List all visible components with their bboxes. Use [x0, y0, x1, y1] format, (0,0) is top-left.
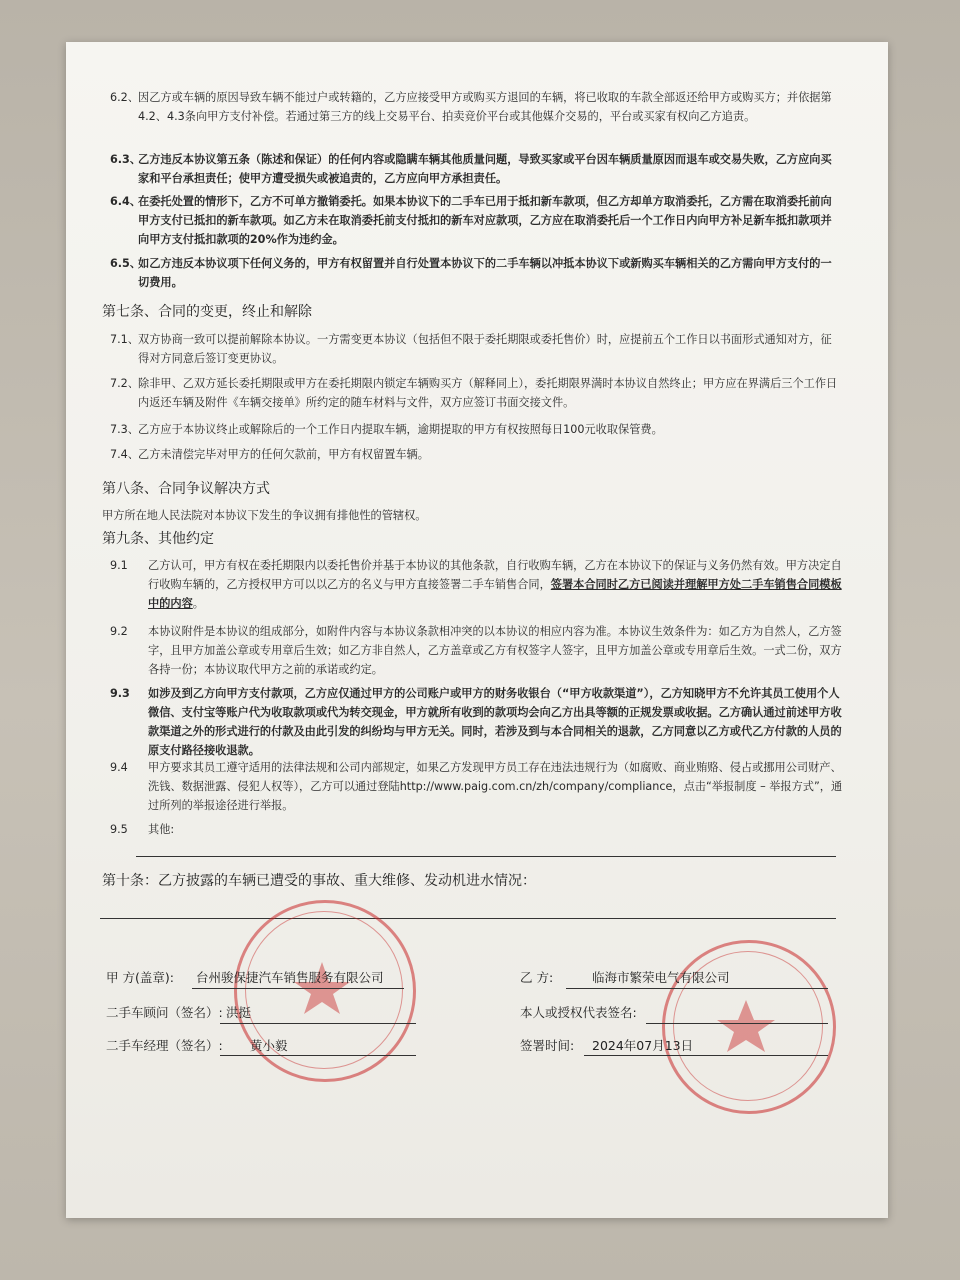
signature-line	[566, 988, 828, 989]
party-a-label: 甲 方(盖章):	[106, 970, 174, 985]
clause-text: 在委托处置的情形下，乙方不可单方撤销委托。如果本协议下的二手车已用于抵扣新车款项，但乙方却单方取消委托，乙方需在取消委托前向甲方支付已抵扣的新车款项。如乙方未在取消委托前支付抵扣的新车对应款项，乙方应在取消委托后一个工作日内向甲方补足新车抵扣款项并向甲方支付抵扣款项的20%作为违约金。	[138, 195, 832, 246]
clause-number: 9.3	[110, 687, 130, 700]
clause-number: 9.2	[110, 625, 128, 638]
party-a-value: 台州骏保捷汽车销售服务有限公司	[196, 970, 384, 985]
clause-text: 双方协商一致可以提前解除本协议。一方需变更本协议（包括但不限于委托期限或委托售价）时，应提前五个工作日以书面形式通知对方，征得对方同意后签订变更协议。	[138, 333, 832, 365]
clause-text: 因乙方或车辆的原因导致车辆不能过户或转籍的，乙方应接受甲方或购买方退回的车辆，将已收取的车款全部返还给甲方或购买方；并依据第4.2、4.3条向甲方支付补偿。若通过第三方的线上交易平台、拍卖竞价平台或其他媒介交易的，平台或买家有权向乙方追责。	[138, 91, 832, 123]
date-label: 签署时间:	[520, 1038, 575, 1053]
section-8-text: 甲方所在地人民法院对本协议下发生的争议拥有排他性的管辖权。	[102, 509, 427, 522]
fill-in-line	[100, 918, 836, 919]
party-b-label: 乙 方:	[520, 970, 554, 985]
clause-number: 7.4、	[110, 448, 139, 461]
party-b-value: 临海市繁荣电气有限公司	[592, 970, 730, 985]
signature-line	[646, 1023, 828, 1024]
clause-text: 本协议附件是本协议的组成部分，如附件内容与本协议条款相冲突的以本协议的相应内容为准。本协议生效条件为：如乙方为自然人，乙方签字，且甲方加盖公章或专用章后生效；如乙方非自然人，乙方盖章或乙方有权签字人签字，且甲方加盖公章或专用章后生效。一式二份，双方各持一份；本协议取代甲方之前的承诺或约定。	[148, 625, 842, 676]
clause-label: 其他:	[148, 823, 175, 836]
clause-number: 6.3、	[110, 153, 142, 166]
company-seal-right	[662, 940, 836, 1114]
clause-text: 如乙方违反本协议项下任何义务的，甲方有权留置并自行处置本协议下的二手车辆以冲抵本协议下或新购买车辆相关的乙方需向甲方支付的一切费用。	[138, 257, 832, 289]
representative-label: 本人或授权代表签名:	[520, 1005, 637, 1020]
signature-line	[220, 1023, 416, 1024]
clause-text-underlined: 签署本合同时乙方已阅读并理解甲方处二手车销售合同模板中的内容	[148, 578, 842, 610]
signature-line	[192, 988, 404, 989]
clause-text: 乙方未清偿完毕对甲方的任何欠款前，甲方有权留置车辆。	[138, 448, 429, 461]
advisor-signature: 洪挺	[226, 1005, 252, 1020]
clause-number: 7.3、	[110, 423, 139, 436]
clause-number: 6.5、	[110, 257, 142, 270]
clause-text: 乙方认可，甲方有权在委托期限内以委托售价并基于本协议的其他条款，自行收购车辆，乙方在本协议下的保证与义务仍然有效。甲方决定自行收购车辆的，乙方授权甲方可以以乙方的名义与甲方直接签署二手车销售合同，	[148, 559, 842, 591]
section-8-heading: 第八条、合同争议解决方式	[102, 481, 270, 497]
manager-label: 二手车经理（签名）:	[106, 1038, 223, 1053]
clause-text: 乙方应于本协议终止或解除后的一个工作日内提取车辆，逾期提取的甲方有权按照每日100元收取保管费。	[138, 423, 663, 436]
fill-in-line	[136, 856, 836, 857]
clause-text: 乙方违反本协议第五条（陈述和保证）的任何内容或隐瞒车辆其他质量问题，导致买家或平台因车辆质量原因而退车或交易失败，乙方应向买家和平台承担责任；使甲方遭受损失或被追责的，乙方应向甲方承担责任。	[138, 153, 832, 185]
signature-line	[584, 1055, 828, 1056]
clause-number: 9.5	[110, 823, 128, 836]
section-10-heading: 第十条：乙方披露的车辆已遭受的事故、重大维修、发动机进水情况：	[102, 873, 536, 889]
seal-star-icon	[662, 940, 830, 1108]
manager-signature: 黄小毅	[250, 1038, 288, 1053]
advisor-label: 二手车顾问（签名）:	[106, 1005, 223, 1020]
clause-number: 9.1	[110, 559, 128, 572]
contract-page	[66, 42, 888, 1218]
clause-text: 除非甲、乙双方延长委托期限或甲方在委托期限内锁定车辆购买方（解释同上），委托期限界满时本协议自然终止；甲方应在界满后三个工作日内返还车辆及附件《车辆交接单》所约定的随车材料与文件，双方应签订书面交接文件。	[138, 377, 838, 409]
clause-number: 7.1、	[110, 333, 139, 346]
clause-text-wrapper	[148, 556, 848, 613]
clause-text-end: 。	[192, 597, 204, 610]
clause-number: 7.2、	[110, 377, 139, 390]
clause-number: 6.2、	[110, 91, 139, 104]
clause-number: 9.4	[110, 761, 128, 774]
date-value: 2024年07月13日	[592, 1038, 694, 1053]
clause-text: 甲方要求其员工遵守适用的法律法规和公司内部规定，如果乙方发现甲方员工存在违法违规行为（如腐败、商业贿赂、侵占或挪用公司财产、洗钱、数据泄露、侵犯人权等），乙方可以通过登陆http://www.paig.com.cn/zh/company/compliance，点击“举报制度 – 举报方式”，通过所列的举报途径进行举报。	[148, 761, 843, 812]
clause-number: 6.4、	[110, 195, 142, 208]
section-7-heading: 第七条、合同的变更，终止和解除	[102, 304, 312, 320]
signature-line	[220, 1055, 416, 1056]
section-9-heading: 第九条、其他约定	[102, 531, 214, 547]
clause-text: 如涉及到乙方向甲方支付款项，乙方应仅通过甲方的公司账户或甲方的财务收银台（“甲方收款渠道”），乙方知晓甲方不允许其员工使用个人微信、支付宝等账户代为收取款项或代为转交现金，甲方就所有收到的款项均会向乙方出具等额的正规发票或收据。乙方确认通过前述甲方收款渠道之外的形式进行的付款及由此引发的纠纷均与甲方无关。同时，若涉及到与本合同相关的退款，乙方同意以乙方或代乙方付款的人员的原支付路径接收退款。	[148, 687, 842, 757]
